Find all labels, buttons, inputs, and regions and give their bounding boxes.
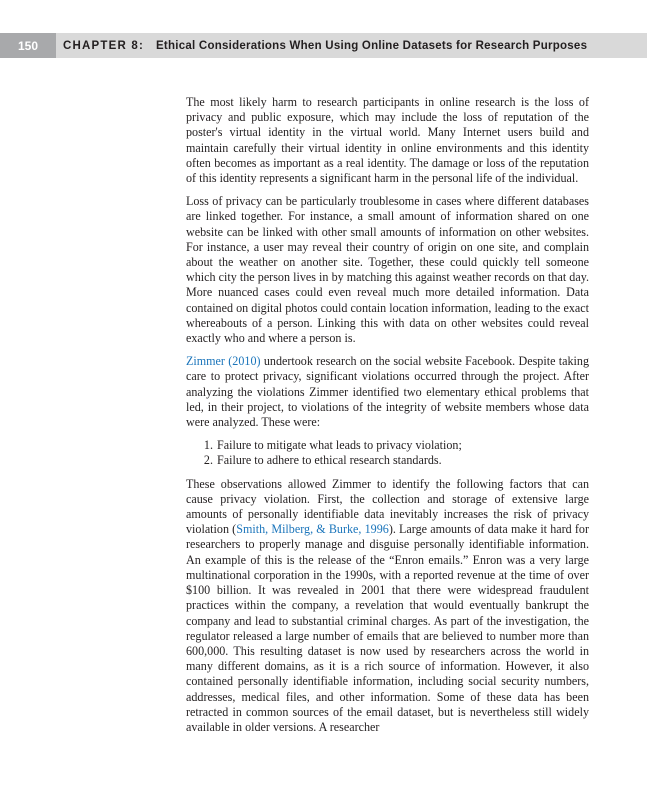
page-number: 150 bbox=[0, 33, 56, 58]
chapter-label: CHAPTER 8: bbox=[63, 39, 145, 52]
list-item: 2. Failure to adhere to ethical research standards. bbox=[216, 453, 589, 468]
paragraph-zimmer-text: undertook research on the social website Facebook. Despite taking care to protect privacy, significant violations occurred through the project. After analyzing the violations Zimmer identified two elementary ethical problems that led, in their project, to violations of the integrity of website members whose data were analyzed. These were: bbox=[186, 354, 589, 430]
citation-smith-1996[interactable]: Smith, Milberg, & Burke, 1996 bbox=[236, 522, 389, 537]
citation-zimmer-2010[interactable]: Zimmer (2010) bbox=[186, 354, 261, 369]
paragraph-zimmer-facebook bbox=[186, 354, 589, 430]
paragraph-factors-text-after: ). Large amounts of data make it hard for researchers to properly manage and disguise personally identifiable information. An example of this is the release of the “Enron emails.” Enron was a very large multinational corporation in the 1990s, with a reported revenue at the time of over $100 billion. It was revealed in 2001 that there were widespread fraudulent practices within the company, a revelation that would eventually bankrupt the company and lead to substantial criminal charges. As part of the investigation, the regulator released a large number of emails that are believed to number more than 600,000. This resulting dataset is now used by researchers across the world in many different domains, as it is a rich source of information. However, it also contained personally identifiable information, including social security numbers, addresses, medical files, and other information. Some of these data has been retracted in common sources of the email dataset, but is nevertheless still widely available in older versions. A researcher bbox=[186, 522, 589, 734]
ethical-problems-list bbox=[186, 438, 589, 468]
list-item: 1. Failure to mitigate what leads to privacy violation; bbox=[216, 438, 589, 453]
paragraph-privacy-harm: The most likely harm to research participants in online research is the loss of privacy and public exposure, which may include the loss of reputation of the poster's virtual identity in the virtual world. Many Internet users build and maintain carefully their virtual identity in online environments and this identity often becomes as important as a real identity. The damage or loss of the reputation of this identity represents a significant harm in the personal life of the individual. bbox=[186, 95, 589, 186]
page-body bbox=[186, 95, 589, 743]
paragraph-privacy-factors bbox=[186, 477, 589, 735]
paragraph-factors-text-before: These observations allowed Zimmer to identify the following factors that can cause privacy violation. First, the collection and storage of extensive large amounts of personally identifiable data inevitably increases the risk of privacy violation ( bbox=[186, 476, 589, 537]
chapter-title: Ethical Considerations When Using Online Datasets for Research Purposes bbox=[156, 39, 588, 52]
paragraph-linked-databases: Loss of privacy can be particularly troublesome in cases where different databases are linked together. For instance, a small amount of information shared on one website can be linked with other small amounts of information on other websites. For instance, a user may reveal their country of origin on one site, and complain about the weather on another site. Together, these could quickly tell someone which city the person lives in by matching this against weather records on that day. More nuanced cases could even reveal much more detailed information. Data contained on digital photos could contain location information, leading to the exact whereabouts of a person. Linking this with data on other websites could reveal exactly who and where a person is. bbox=[186, 194, 589, 346]
